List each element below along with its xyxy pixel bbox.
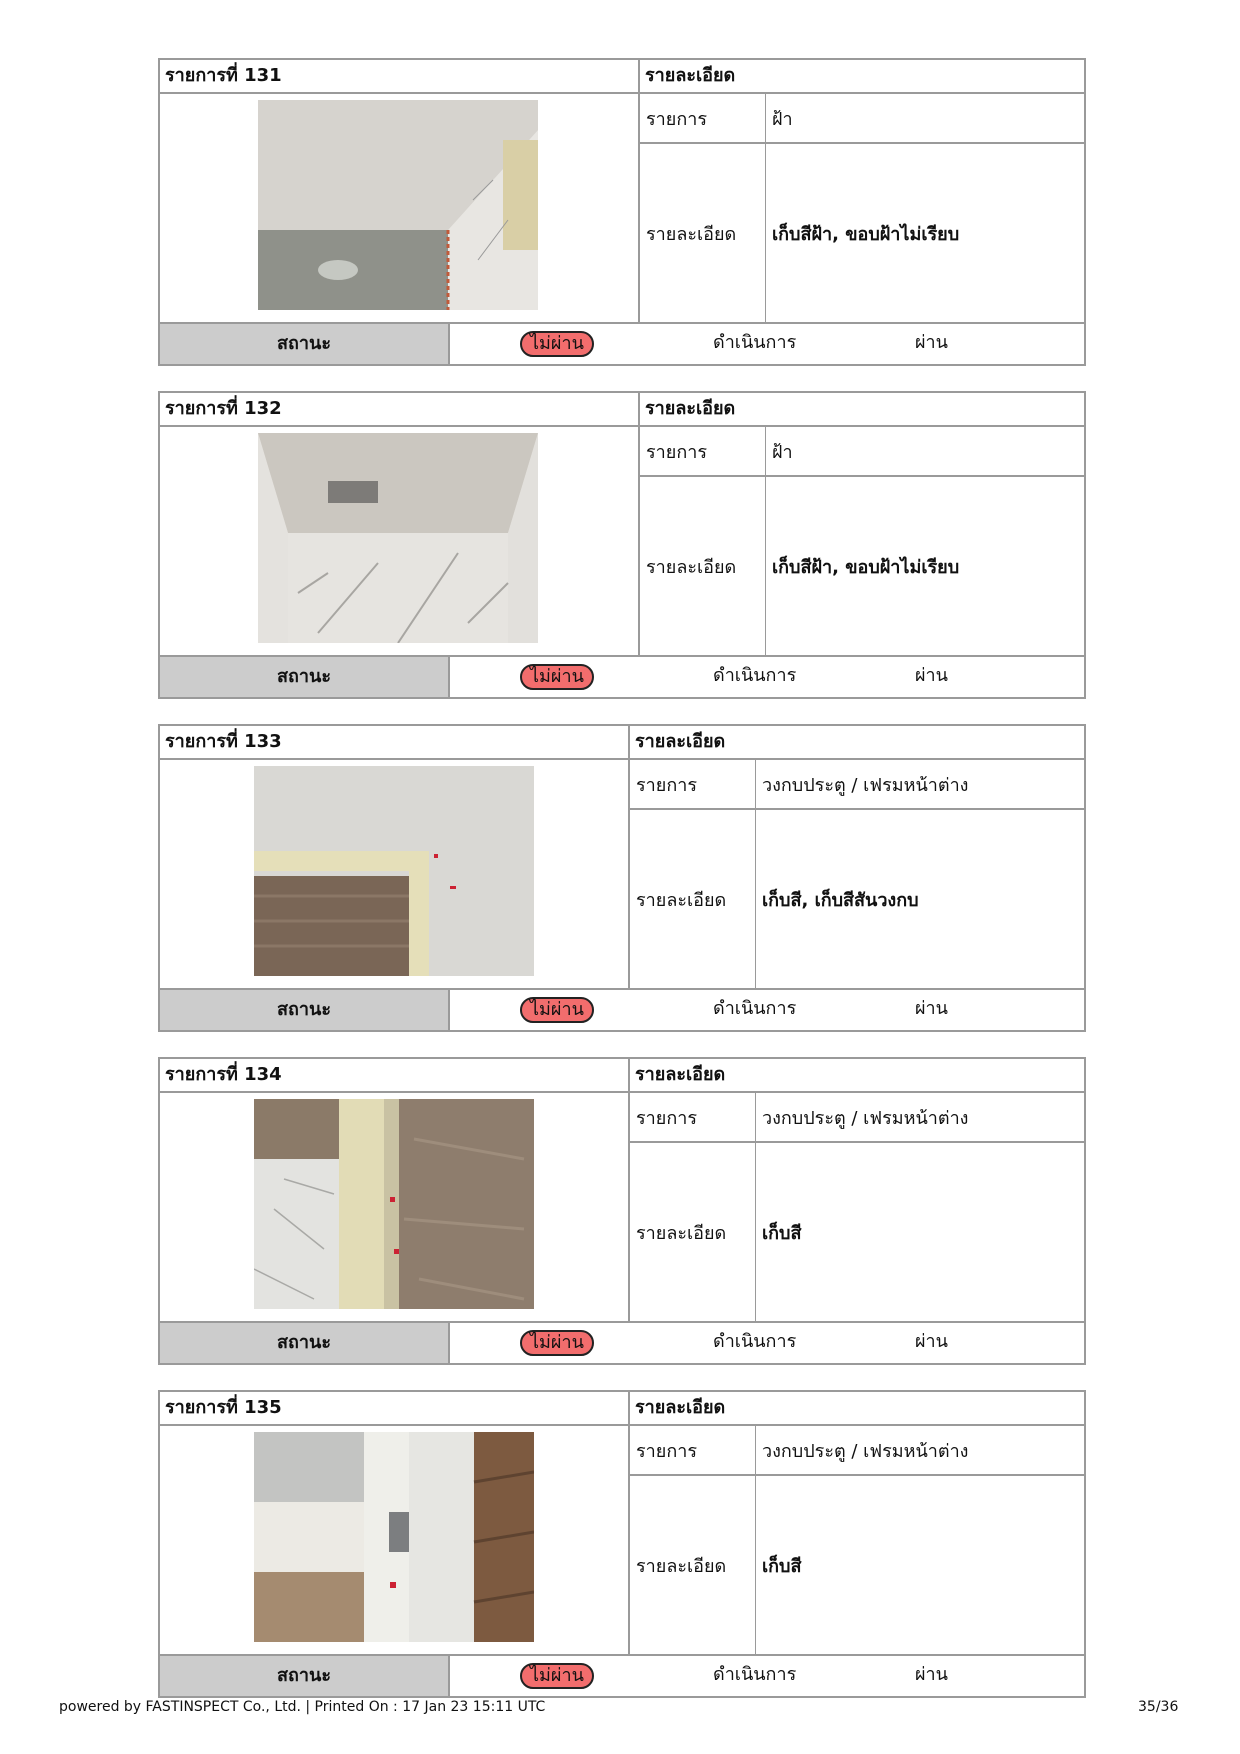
status-row	[160, 655, 1084, 697]
status-in-progress-option[interactable]: ดำเนินการ	[713, 332, 797, 353]
detail-label: รายละเอียด	[638, 477, 766, 655]
status-label: สถานะ	[160, 324, 450, 364]
inspection-item-134	[158, 1057, 1086, 1365]
detail-value: เก็บสีฝ้า, ขอบฝ้าไม่เรียบ	[772, 556, 960, 578]
details-header: รายละเอียด	[638, 393, 1084, 427]
status-fail-option[interactable]: ไม่ผ่าน	[520, 997, 594, 1023]
inspection-item-133	[158, 724, 1086, 1032]
item-value: วงกบประตู / เฟรมหน้าต่าง	[756, 760, 1084, 810]
status-fail-option[interactable]: ไม่ผ่าน	[520, 664, 594, 690]
status-pass-option[interactable]: ผ่าน	[915, 1331, 948, 1352]
details-header: รายละเอียด	[628, 726, 1084, 760]
item-title: รายการที่ 133	[160, 726, 630, 760]
inspection-item-132	[158, 391, 1086, 699]
item-title: รายการที่ 135	[160, 1392, 630, 1426]
status-in-progress-option[interactable]: ดำเนินการ	[713, 1664, 797, 1685]
status-label: สถานะ	[160, 1323, 450, 1363]
photo-cell	[160, 94, 638, 322]
details-header: รายละเอียด	[638, 60, 1084, 94]
detail-label: รายละเอียด	[628, 810, 756, 988]
inspection-photo[interactable]	[254, 766, 534, 976]
detail-label: รายละเอียด	[628, 1476, 756, 1654]
page-number: 35/36	[1138, 1699, 1179, 1715]
footer-credit: powered by FASTINSPECT Co., Ltd. | Printed On : 17 Jan 23 15:11 UTC	[59, 1699, 546, 1715]
photo-cell	[160, 1093, 628, 1321]
status-in-progress-option[interactable]: ดำเนินการ	[713, 998, 797, 1019]
status-row	[160, 1321, 1084, 1363]
item-value: ฝ้า	[766, 427, 1084, 477]
item-title: รายการที่ 134	[160, 1059, 630, 1093]
status-row	[160, 1654, 1084, 1696]
inspection-photo[interactable]	[258, 433, 538, 643]
item-value: วงกบประตู / เฟรมหน้าต่าง	[756, 1093, 1084, 1143]
details-header: รายละเอียด	[628, 1059, 1084, 1093]
status-fail-option[interactable]: ไม่ผ่าน	[520, 1663, 594, 1689]
inspection-photo[interactable]	[258, 100, 538, 310]
inspection-photo[interactable]	[254, 1099, 534, 1309]
status-label: สถานะ	[160, 1656, 450, 1696]
status-pass-option[interactable]: ผ่าน	[915, 1664, 948, 1685]
item-value: วงกบประตู / เฟรมหน้าต่าง	[756, 1426, 1084, 1476]
detail-label: รายละเอียด	[638, 144, 766, 322]
status-in-progress-option[interactable]: ดำเนินการ	[713, 1331, 797, 1352]
photo-cell	[160, 427, 638, 655]
item-label: รายการ	[628, 1093, 756, 1143]
photo-cell	[160, 760, 628, 988]
photo-cell	[160, 1426, 628, 1654]
details-header: รายละเอียด	[628, 1392, 1084, 1426]
item-title: รายการที่ 132	[160, 393, 640, 427]
item-title: รายการที่ 131	[160, 60, 640, 94]
status-row	[160, 322, 1084, 364]
detail-value: เก็บสี	[762, 1555, 802, 1577]
detail-value: เก็บสี, เก็บสีสันวงกบ	[762, 889, 919, 911]
item-label: รายการ	[628, 760, 756, 810]
status-pass-option[interactable]: ผ่าน	[915, 332, 948, 353]
item-label: รายการ	[638, 94, 766, 144]
status-label: สถานะ	[160, 990, 450, 1030]
status-in-progress-option[interactable]: ดำเนินการ	[713, 665, 797, 686]
item-value: ฝ้า	[766, 94, 1084, 144]
status-label: สถานะ	[160, 657, 450, 697]
item-label: รายการ	[628, 1426, 756, 1476]
status-pass-option[interactable]: ผ่าน	[915, 665, 948, 686]
detail-value: เก็บสี	[762, 1222, 802, 1244]
status-fail-option[interactable]: ไม่ผ่าน	[520, 1330, 594, 1356]
detail-value: เก็บสีฝ้า, ขอบฝ้าไม่เรียบ	[772, 223, 960, 245]
inspection-item-135	[158, 1390, 1086, 1698]
detail-label: รายละเอียด	[628, 1143, 756, 1321]
inspection-item-131	[158, 58, 1086, 366]
status-row	[160, 988, 1084, 1030]
item-label: รายการ	[638, 427, 766, 477]
status-pass-option[interactable]: ผ่าน	[915, 998, 948, 1019]
inspection-photo[interactable]	[254, 1432, 534, 1642]
status-fail-option[interactable]: ไม่ผ่าน	[520, 331, 594, 357]
